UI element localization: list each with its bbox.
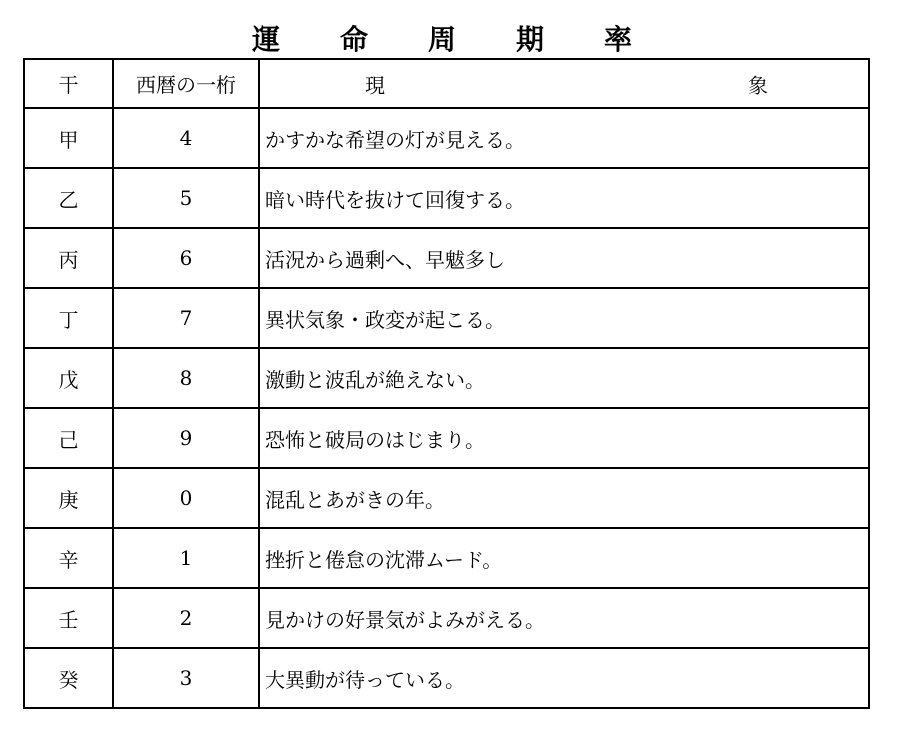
cell-phenomenon: 混乱とあがきの年。 (259, 468, 869, 528)
cell-digit: 1 (113, 528, 259, 588)
cell-kan: 壬 (24, 588, 113, 648)
cell-phenomenon: 異状気象・政変が起こる。 (259, 288, 869, 348)
header-phenomenon (259, 59, 869, 108)
cell-phenomenon: 挫折と倦怠の沈滞ムード。 (259, 528, 869, 588)
cell-digit: 3 (113, 648, 259, 708)
header-kan (24, 59, 113, 108)
fortune-cycle-table (23, 58, 870, 709)
cell-phenomenon: 恐怖と破局のはじまり。 (259, 408, 869, 468)
cell-phenomenon: 暗い時代を抜けて回復する。 (259, 168, 869, 228)
header-digit (113, 59, 259, 108)
cell-phenomenon: かすかな希望の灯が見える。 (259, 108, 869, 168)
cell-digit: 7 (113, 288, 259, 348)
table-row (24, 648, 869, 708)
table-row (24, 528, 869, 588)
cell-digit: 0 (113, 468, 259, 528)
header-phenomenon-wrap (260, 60, 868, 107)
page-title: 運 命 周 期 率 (251, 23, 648, 56)
cell-digit: 4 (113, 108, 259, 168)
table-row (24, 228, 869, 288)
cell-phenomenon: 活況から過剰へ、早魃多し (259, 228, 869, 288)
cell-digit: 2 (113, 588, 259, 648)
header-row (24, 59, 869, 108)
cell-kan: 乙 (24, 168, 113, 228)
cell-phenomenon: 大異動が待っている。 (259, 648, 869, 708)
header-digit-label: 西暦の一桁 (136, 73, 236, 97)
cell-kan: 丙 (24, 228, 113, 288)
table-row (24, 168, 869, 228)
cell-kan: 癸 (24, 648, 113, 708)
table-row (24, 408, 869, 468)
cell-kan: 丁 (24, 288, 113, 348)
table-row (24, 108, 869, 168)
table-row (24, 468, 869, 528)
header-kan-label: 干 (58, 73, 79, 97)
table-header (24, 59, 869, 108)
cell-digit: 6 (113, 228, 259, 288)
table-row (24, 588, 869, 648)
cell-kan: 己 (24, 408, 113, 468)
cell-kan: 辛 (24, 528, 113, 588)
cell-digit: 8 (113, 348, 259, 408)
table-row (24, 348, 869, 408)
header-phenomenon-b: 象 (748, 73, 768, 97)
cell-digit: 5 (113, 168, 259, 228)
cell-kan: 甲 (24, 108, 113, 168)
table-body (24, 108, 869, 708)
cell-kan: 戊 (24, 348, 113, 408)
header-phenomenon-a: 現 (365, 73, 385, 97)
cell-phenomenon: 見かけの好景気がよみがえる。 (259, 588, 869, 648)
table-row (24, 288, 869, 348)
cell-phenomenon: 激動と波乱が絶えない。 (259, 348, 869, 408)
cell-kan: 庚 (24, 468, 113, 528)
cell-digit: 9 (113, 408, 259, 468)
